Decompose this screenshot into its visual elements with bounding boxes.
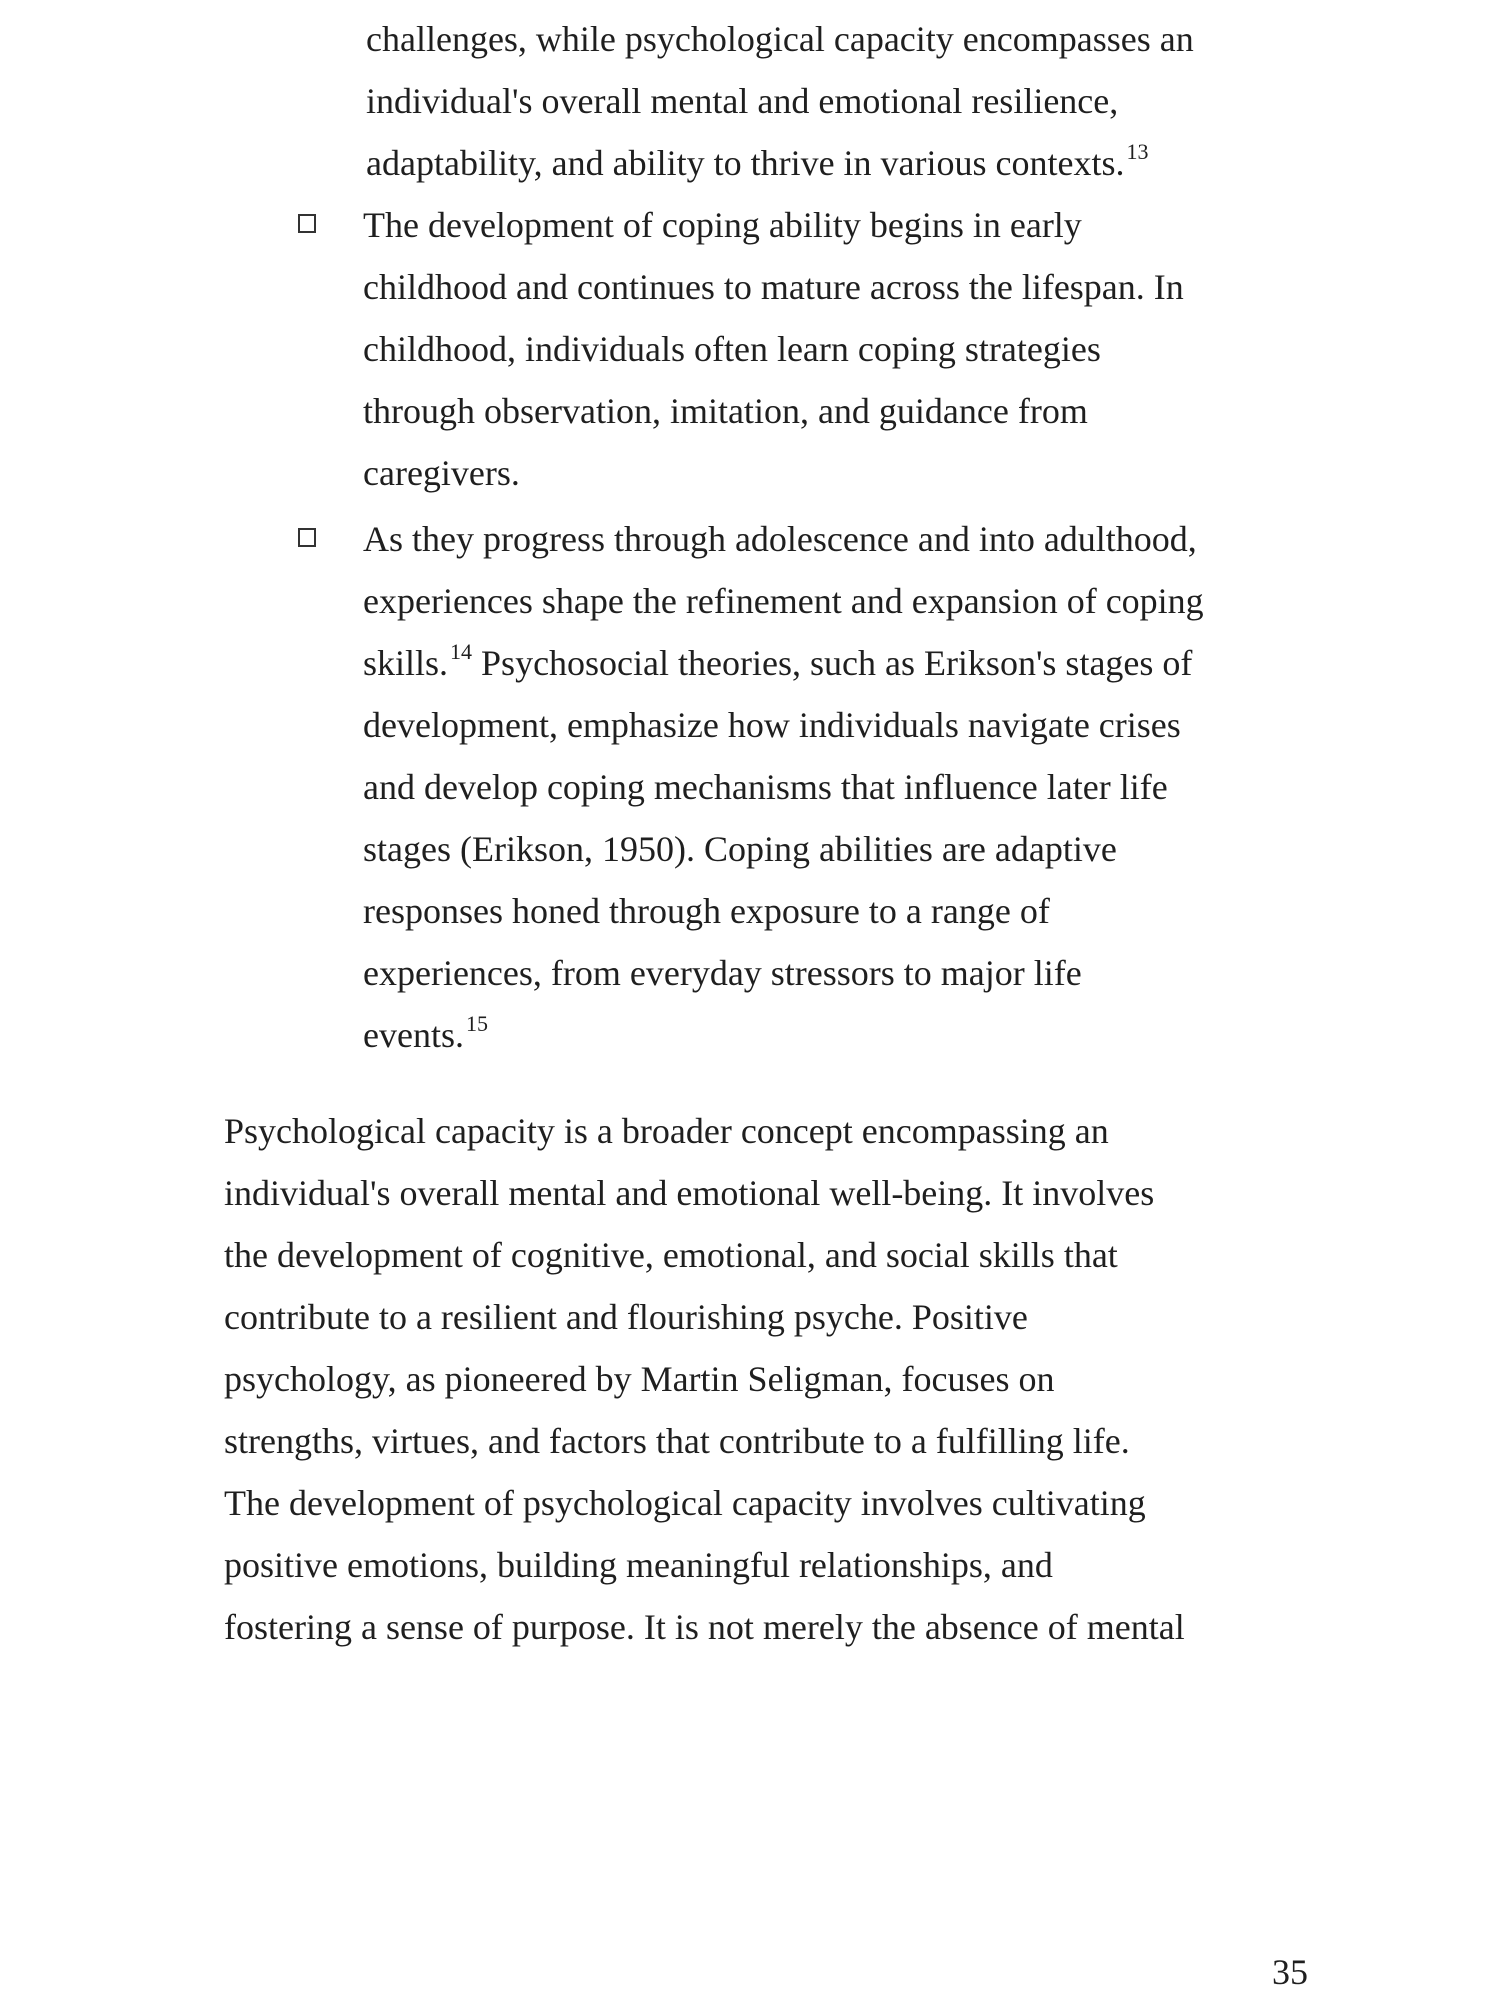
text-line: strengths, virtues, and factors that contribute to a fulfilling life. [224,1421,1130,1461]
text-fragment: adaptability, and ability to thrive in various contexts. [366,143,1125,183]
text-line: development, emphasize how individuals navigate crises [363,705,1181,745]
footnote-ref: 15 [465,1010,488,1036]
bullet-item [298,194,1184,504]
text-line: individual's overall mental and emotional resilience, [366,81,1119,121]
text-line [366,132,1194,194]
text-line: fostering a sense of purpose. It is not merely the absence of mental [224,1607,1185,1647]
text-line [363,1004,1204,1066]
page-number: 35 [1272,1952,1308,1992]
text-line: and develop coping mechanisms that influence later life [363,767,1168,807]
checkbox-bullet-icon [298,214,316,233]
text-line: childhood, individuals often learn coping strategies [363,329,1101,369]
text-line: childhood and continues to mature across the lifespan. In [363,267,1184,307]
text-line: through observation, imitation, and guidance from [363,391,1088,431]
text-fragment: Psychosocial theories, such as Erikson's stages of [472,643,1193,683]
text-line: responses honed through exposure to a range of [363,891,1050,931]
text-line: experiences, from everyday stressors to major life [363,953,1082,993]
text-line: experiences shape the refinement and expansion of coping [363,581,1204,621]
text-line: As they progress through adolescence and into adulthood, [363,519,1197,559]
checkbox-bullet-icon [298,528,316,547]
bullet-text [363,508,1204,1066]
text-line: psychology, as pioneered by Martin Seligman, focuses on [224,1359,1055,1399]
text-line: stages (Erikson, 1950). Coping abilities are adaptive [363,829,1117,869]
text-line: the development of cognitive, emotional, and social skills that [224,1235,1118,1275]
text-line: individual's overall mental and emotional well-being. It involves [224,1173,1155,1213]
text-line: contribute to a resilient and flourishing psyche. Positive [224,1297,1028,1337]
text-line [363,632,1204,694]
text-fragment: skills. [363,643,449,683]
text-line: The development of psychological capacity involves cultivating [224,1483,1146,1523]
text-line: positive emotions, building meaningful relationships, and [224,1545,1053,1585]
text-line: challenges, while psychological capacity encompasses an [366,19,1194,59]
text-fragment: events. [363,1015,464,1055]
footnote-ref: 13 [1126,138,1149,164]
bullet-item [298,508,1204,1066]
text-line: The development of coping ability begins in early [363,205,1082,245]
continuation-text [366,8,1194,194]
body-paragraph [224,1100,1185,1658]
text-line: Psychological capacity is a broader concept encompassing an [224,1111,1109,1151]
bullet-text [363,194,1184,504]
footnote-ref: 14 [450,638,473,664]
text-line: caregivers. [363,453,520,493]
